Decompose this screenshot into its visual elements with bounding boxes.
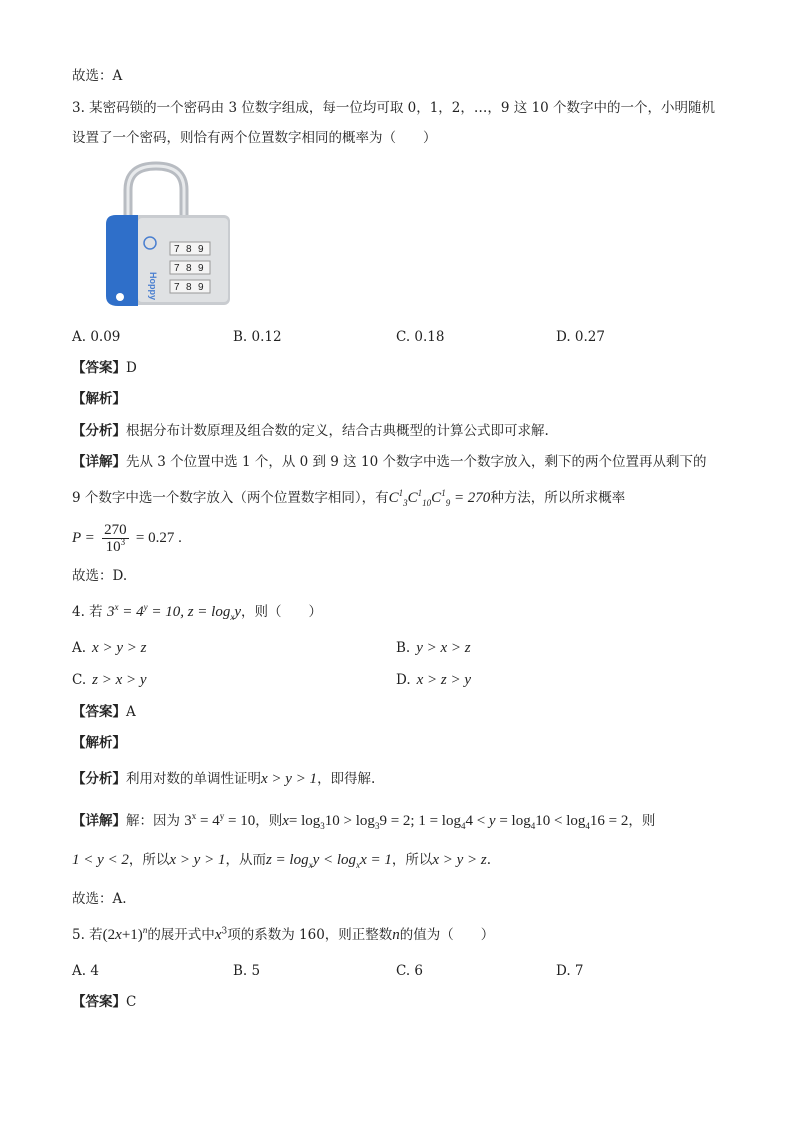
q3-probability: P = $\frac{270}{10^3}$ = 0.27 . bbox=[72, 522, 182, 555]
svg-text:9: 9 bbox=[198, 263, 204, 274]
q4-option-a: A. x > y > z bbox=[72, 640, 147, 656]
svg-text:9: 9 bbox=[198, 244, 204, 255]
q3-option-b: B. 0.12 bbox=[233, 329, 282, 345]
q4-option-b: B. y > x > z bbox=[396, 640, 471, 656]
q4-fenxi: 【分析】利用对数的单调性证明x > y > 1，即得解. bbox=[72, 771, 376, 787]
q5-answer: 【答案】C bbox=[72, 994, 137, 1010]
q3-detail-line2: 9 个数字中选一个数字放入（两个位置数字相同），有$C^1_3C^1_{10}C^1_9 = 270$种方法，所以所求概率 bbox=[72, 488, 626, 508]
q3-detail-line1: 【详解】先从 3 个位置中选 1 个，从 0 到 9 这 10 个数字中选一个数字放入，剩下的两个位置再从剩下的 bbox=[72, 454, 707, 470]
prev-answer-line: 故选：A bbox=[72, 68, 123, 84]
q3-stem-line2: 设置了一个密码，则恰有两个位置数字相同的概率为（ ） bbox=[72, 130, 437, 146]
q5-option-d: D. 7 bbox=[556, 963, 584, 979]
svg-text:8: 8 bbox=[186, 244, 192, 255]
q4-final: 故选：A. bbox=[72, 891, 127, 907]
svg-text:7: 7 bbox=[174, 282, 180, 293]
q4-detail-line1: 【详解】解：因为 $3^x = 4^y = 10$，则$x= \log_310 > \log_39 = 2$; $1 = \log_44 < y = \log_410 < \log_416 = 2$，则 bbox=[72, 811, 656, 831]
q4-stem: 4. 若 $3^x = 4^y = 10$, $z = \log_xy$，则（ ） bbox=[72, 602, 323, 622]
q3-fenxi: 【分析】根据分布计数原理及组合数的定义，结合古典概型的计算公式即可求解. bbox=[72, 423, 549, 439]
q5-option-a: A. 4 bbox=[72, 963, 99, 979]
combination-formula: $C^1_3C^1_{10}C^1_9 = 270$ bbox=[388, 488, 491, 508]
q3-final: 故选：D. bbox=[72, 568, 128, 584]
svg-text:8: 8 bbox=[186, 263, 192, 274]
q3-option-a: A. 0.09 bbox=[72, 329, 121, 345]
q4-option-c: C. z > x > y bbox=[72, 672, 147, 688]
q3-option-d: D. 0.27 bbox=[556, 329, 605, 345]
probability-fraction: $\frac{270}{10^3}$ bbox=[104, 522, 127, 555]
q4-detail-line2: 1 < y < 2，所以x > y > 1，从而$z = \log_xy < \log_xx = 1$，所以x > y > z. bbox=[72, 852, 492, 870]
q4-analysis-tag: 【解析】 bbox=[72, 735, 126, 751]
svg-text:7: 7 bbox=[174, 244, 180, 255]
q4-option-d: D. x > z > y bbox=[396, 672, 472, 688]
lock-brand bbox=[148, 272, 158, 300]
svg-text:8: 8 bbox=[186, 282, 192, 293]
svg-text:7: 7 bbox=[174, 263, 180, 274]
svg-text:9: 9 bbox=[198, 282, 204, 293]
q5-stem: 5. 若$(2x+1)^n$的展开式中$x^3$项的系数为 160，则正整数n的值为（ ） bbox=[72, 925, 495, 943]
q3-analysis-tag: 【解析】 bbox=[72, 391, 126, 407]
q3-answer: 【答案】D bbox=[72, 360, 137, 376]
svg-text:Hoppy: Hoppy bbox=[148, 272, 158, 300]
q5-option-c: C. 6 bbox=[396, 963, 424, 979]
q3-stem-line1: 3. 某密码锁的一个密码由 3 位数字组成，每一位均可取 0，1，2，…，9 这 10 个数字中的一个，小明随机 bbox=[72, 100, 716, 116]
q4-answer: 【答案】A bbox=[72, 704, 136, 720]
q5-option-b: B. 5 bbox=[233, 963, 261, 979]
combination-lock-image bbox=[98, 160, 238, 315]
q3-option-c: C. 0.18 bbox=[396, 329, 445, 345]
